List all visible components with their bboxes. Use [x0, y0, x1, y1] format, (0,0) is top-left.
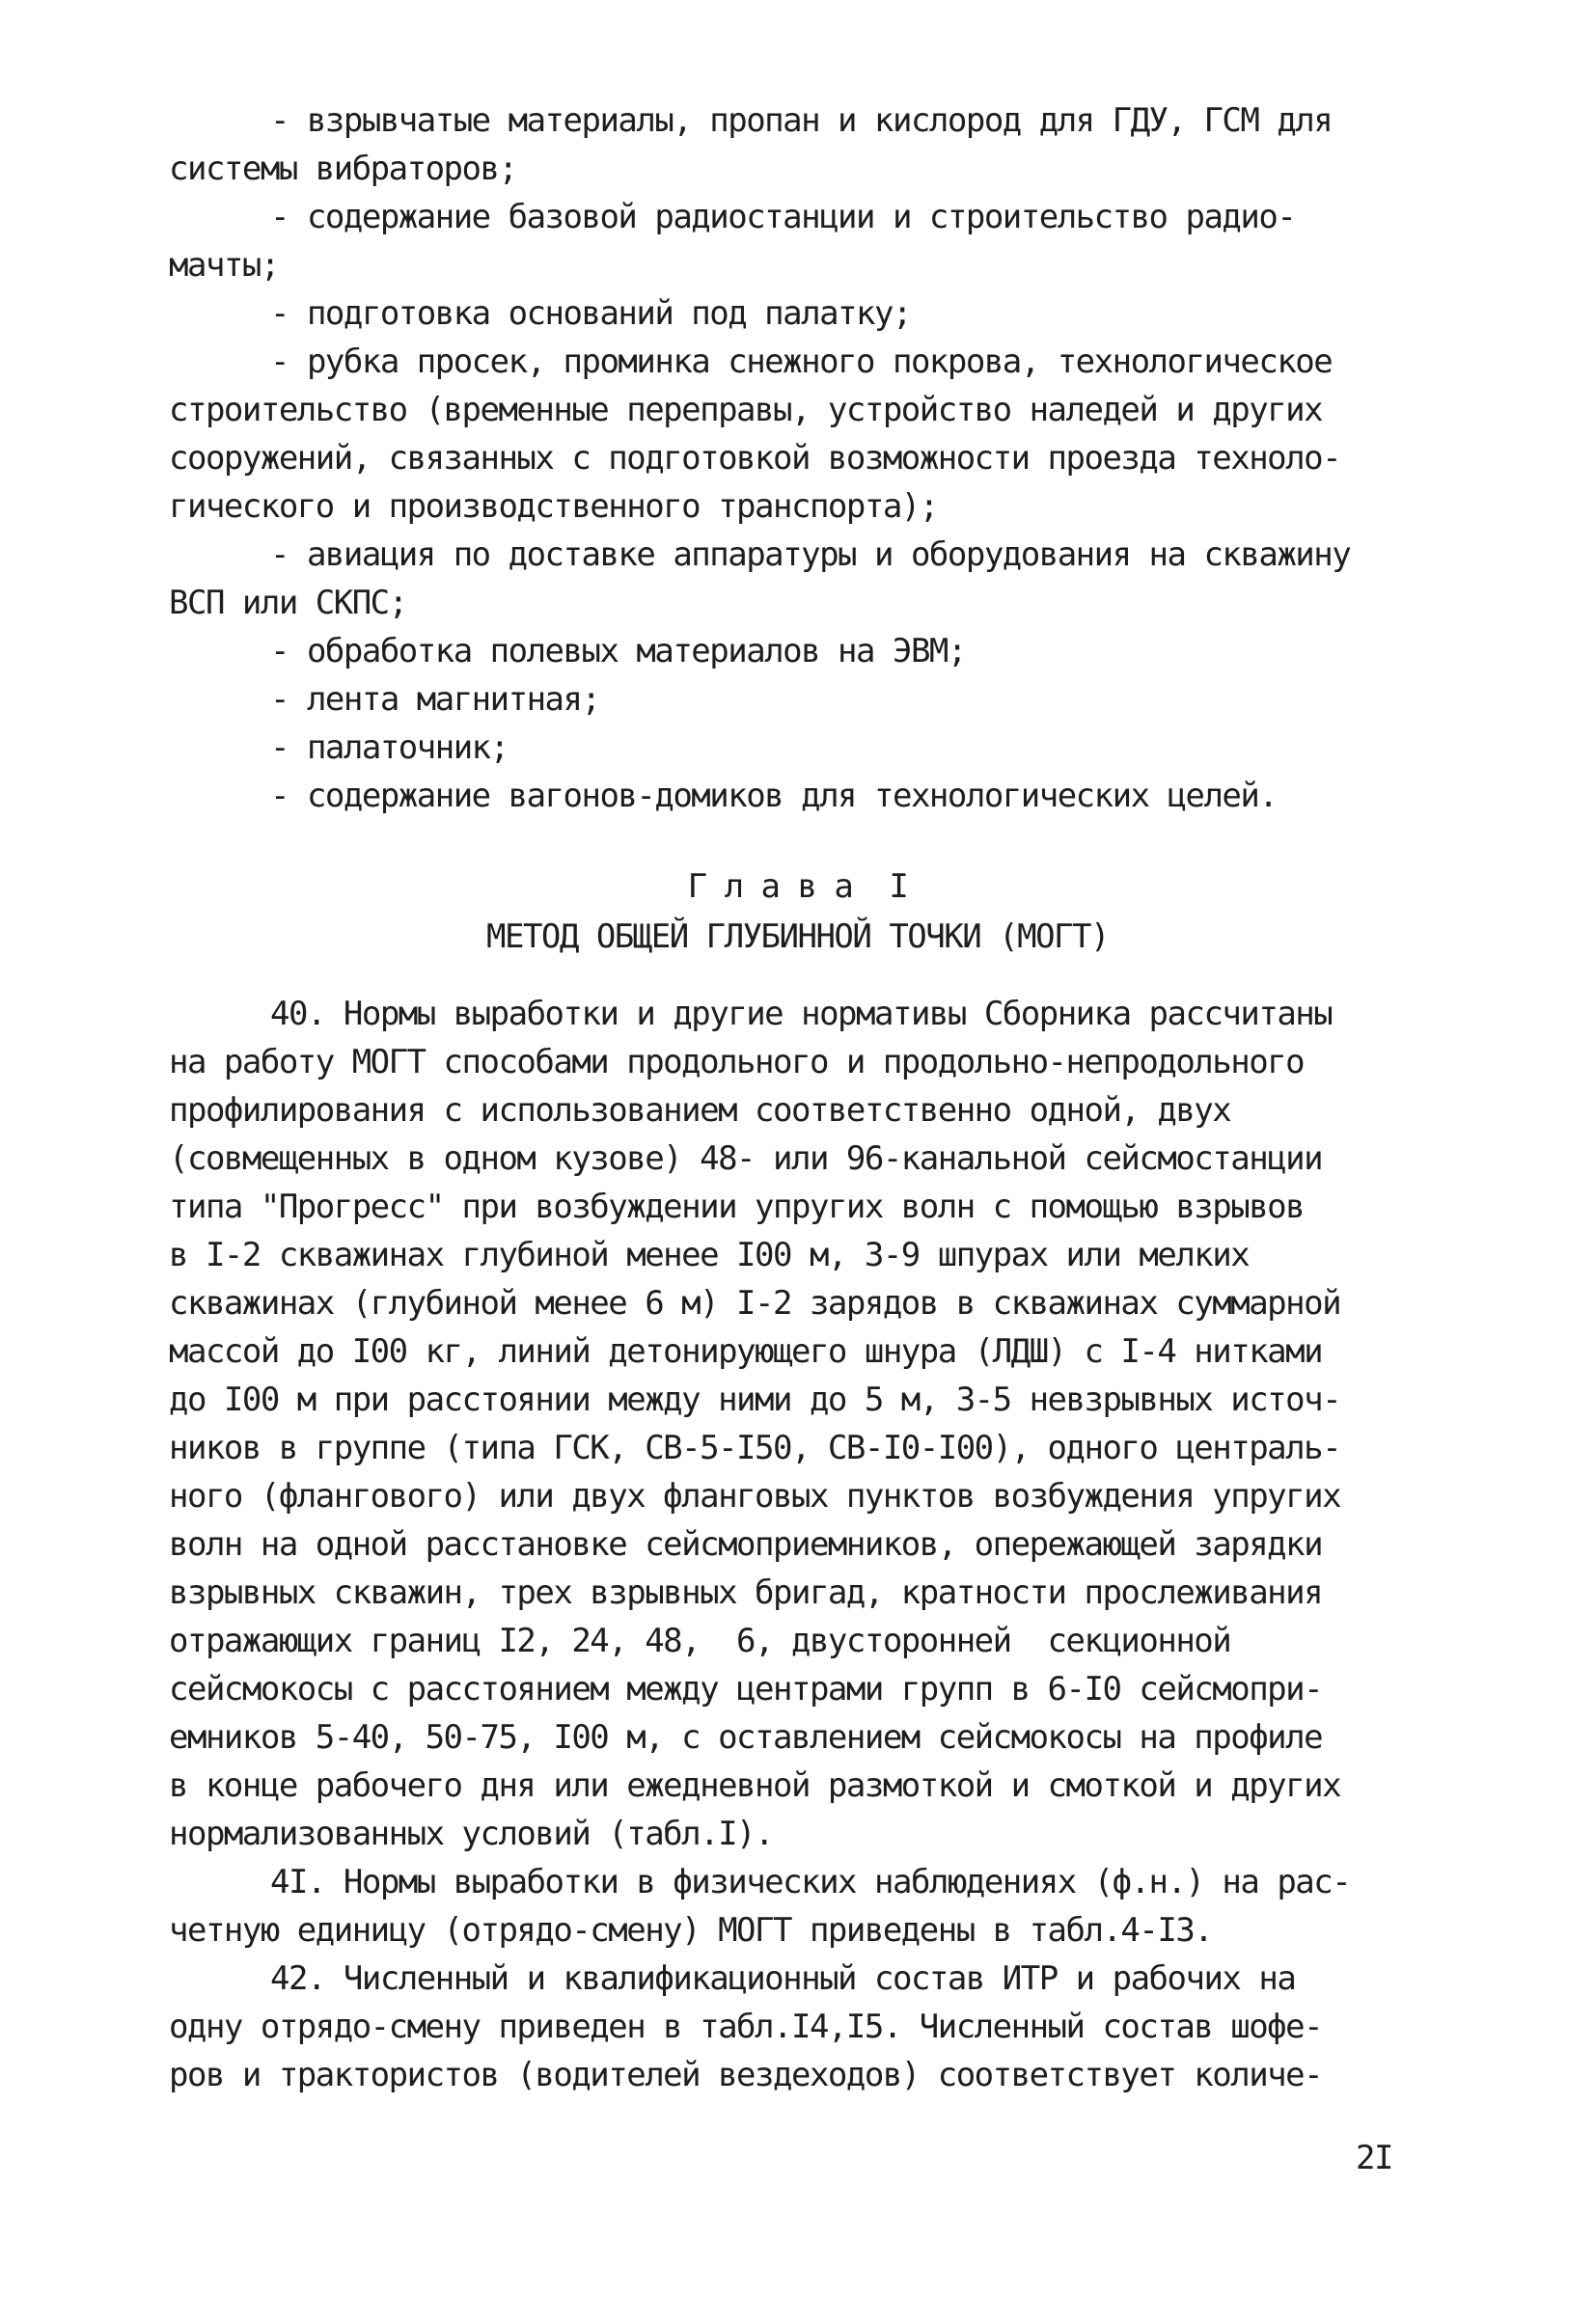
text-line: скважинах (глубиной менее 6 м) I-2 зарядов в скважинах суммарной	[169, 1284, 1341, 1323]
text-line: ров и трактористов (водителей вездеходов) соответствует количе-	[169, 2056, 1323, 2094]
list-line: - палаточник;	[270, 728, 509, 767]
list-line: сооружений, связанных с подготовкой возможности проезда техноло-	[169, 439, 1341, 478]
text-line: типа "Прогресс" при возбуждении упругих волн с помощью взрывов	[169, 1188, 1305, 1226]
text-line: 4I. Нормы выработки в физических наблюдениях (ф.н.) на рас-	[270, 1863, 1351, 1901]
text-line: 42. Численный и квалификационный состав ИТР и рабочих на	[270, 1959, 1296, 1998]
text-line: массой до I00 кг, линий детонирующего шнура (ЛДШ) с I-4 нитками	[169, 1332, 1323, 1371]
text-line: нормализованных условий (табл.I).	[169, 1815, 774, 1853]
text-line: в I-2 скважинах глубиной менее I00 м, 3-9 шпурах или мелких	[169, 1236, 1250, 1274]
list-line: - авиация по доставке аппаратуры и оборудования на скважину	[270, 535, 1351, 574]
text-line: 40. Нормы выработки и другие нормативы Сборника рассчитаны	[270, 995, 1333, 1033]
list-line: строительство (временные переправы, устройство наледей и других	[169, 391, 1323, 429]
list-line: - рубка просек, проминка снежного покрова, технологическое	[270, 342, 1333, 381]
text-line: волн на одной расстановке сейсмоприемников, опережающей зарядки	[169, 1525, 1323, 1564]
text-line: сейсмокосы с расстоянием между центрами групп в 6-I0 сейсмопри-	[169, 1670, 1323, 1709]
text-line: до I00 м при расстоянии между ними до 5 м, 3-5 невзрывных источ-	[169, 1381, 1341, 1419]
list-line: мачты;	[169, 246, 279, 285]
text-line: емников 5-40, 50-75, I00 м, с оставлением сейсмокосы на профиле	[169, 1718, 1323, 1757]
text-line: взрывных скважин, трех взрывных бригад, кратности прослеживания	[169, 1573, 1323, 1612]
requirements-list	[169, 96, 1433, 820]
list-line: гического и производственного транспорта);	[169, 487, 938, 526]
list-line: - взрывчатые материалы, пропан и кислород для ГДУ, ГСМ для	[270, 101, 1333, 140]
text-line: в конце рабочего дня или ежедневной размоткой и смоткой и других	[169, 1766, 1341, 1805]
chapter-label: Г л а в а I	[687, 867, 908, 906]
text-line: одну отрядо-смену приведен в табл.I4,I5. Численный состав шофе-	[169, 2008, 1323, 2046]
text-line: ников в группе (типа ГСК, СВ-5-I50, СВ-I0-I00), одного централь-	[169, 1429, 1341, 1467]
list-line: - содержание базовой радиостанции и строительство радио-	[270, 198, 1296, 236]
text-line: на работу МОГТ способами продольного и продольно-непродольного	[169, 1043, 1305, 1081]
text-line: отражающих границ I2, 24, 48, 6, двусторонней секционной	[169, 1622, 1231, 1660]
list-line: системы вибраторов;	[169, 150, 517, 188]
text-line: (совмещенных в одном кузове) 48- или 96-канальной сейсмостанции	[169, 1139, 1323, 1178]
page-number: 2I	[1356, 2139, 1392, 2177]
list-line: ВСП или СКПС;	[169, 584, 407, 622]
chapter-heading	[0, 861, 1595, 962]
text-line: профилирования с использованием соответственно одной, двух	[169, 1091, 1231, 1130]
list-line: - подготовка оснований под палатку;	[270, 294, 911, 333]
list-line: - содержание вагонов-домиков для технологических целей.	[270, 777, 1278, 815]
text-line: ного (флангового) или двух фланговых пунктов возбуждения упругих	[169, 1477, 1341, 1516]
text-line: четную единицу (отрядо-смену) МОГТ приведены в табл.4-I3.	[169, 1911, 1213, 1950]
list-line: - обработка полевых материалов на ЭВМ;	[270, 632, 966, 670]
chapter-title: МЕТОД ОБЩЕЙ ГЛУБИННОЙ ТОЧКИ (МОГТ)	[486, 917, 1109, 956]
body-text	[169, 990, 1433, 2099]
list-line: - лента магнитная;	[270, 680, 600, 719]
